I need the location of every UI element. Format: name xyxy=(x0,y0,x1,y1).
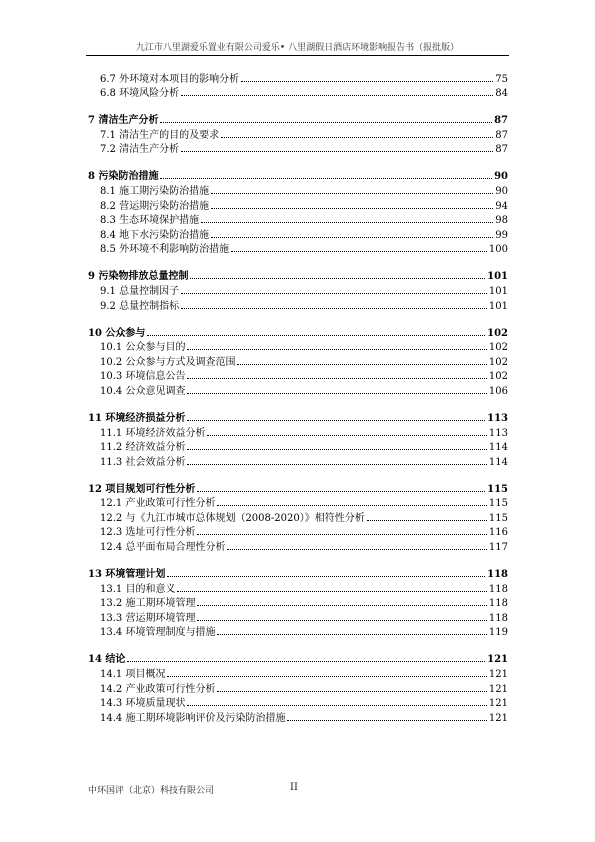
dot-leader xyxy=(197,534,486,535)
dot-leader xyxy=(201,222,493,223)
dot-leader xyxy=(211,193,493,194)
dot-leader xyxy=(211,208,493,209)
toc-section-entry[interactable] xyxy=(88,709,508,724)
dot-leader xyxy=(187,349,486,350)
dot-leader xyxy=(367,520,487,521)
toc-entry-title: 13.3 营运期环境管理 xyxy=(100,612,196,624)
toc-entry-title: 12.3 选址可行性分析 xyxy=(100,527,196,539)
toc-chapter-entry[interactable] xyxy=(88,262,508,282)
toc-entry-title: 6.8 环境风险分析 xyxy=(100,88,180,100)
toc-entry-title: 7 清洁生产分析 xyxy=(88,115,159,127)
toc-entry-page: 102 xyxy=(488,356,508,368)
dot-leader xyxy=(197,620,486,621)
toc-entry-page: 121 xyxy=(488,712,508,724)
dot-leader xyxy=(187,705,486,706)
toc-entry-title: 10.3 环境信息公告 xyxy=(100,371,186,383)
toc-chapter-entry[interactable] xyxy=(88,645,508,665)
toc-section-entry[interactable] xyxy=(88,141,508,156)
toc-entry-page: 118 xyxy=(488,598,508,610)
toc-entry-page: 121 xyxy=(488,669,508,681)
dot-leader xyxy=(187,464,486,465)
toc-section-entry[interactable] xyxy=(88,70,508,85)
toc-entry-title: 8.1 施工期污染防治措施 xyxy=(100,185,210,197)
header-divider xyxy=(86,55,509,56)
toc-entry-title: 7.2 清洁生产分析 xyxy=(100,144,180,156)
toc-chapter-entry[interactable] xyxy=(88,560,508,580)
toc-section-entry[interactable] xyxy=(88,212,508,227)
toc-entry-title: 13.4 环境管理制度与措施 xyxy=(100,627,216,639)
toc-section-entry[interactable] xyxy=(88,282,508,297)
toc-section-entry[interactable] xyxy=(88,85,508,100)
dot-leader xyxy=(197,491,485,492)
toc-section-entry[interactable] xyxy=(88,580,508,595)
toc-entry-title: 14.3 环境质量现状 xyxy=(100,698,186,710)
toc-entry-page: 115 xyxy=(487,483,508,495)
toc-entry-title: 14.4 施工期环境影响评价及污染防治措施 xyxy=(100,712,286,724)
dot-leader xyxy=(127,661,485,662)
toc-entry-title: 10.1 公众参与目的 xyxy=(100,342,186,354)
toc-section-entry[interactable] xyxy=(88,453,508,468)
toc-entry-page: 98 xyxy=(495,215,508,227)
toc-entry-page: 90 xyxy=(495,185,508,197)
toc-section-entry[interactable] xyxy=(88,297,508,312)
toc-entry-title: 13.1 目的和意义 xyxy=(100,583,176,595)
toc-section-entry[interactable] xyxy=(88,382,508,397)
toc-section-entry[interactable] xyxy=(88,182,508,197)
dot-leader xyxy=(181,293,487,294)
dot-leader xyxy=(207,435,486,436)
dot-leader xyxy=(177,591,486,592)
toc-section-entry[interactable] xyxy=(88,595,508,610)
toc-entry-title: 12.2 与《九江市城市总体规划（2008-2020）》相符性分析 xyxy=(100,512,365,524)
toc-section-entry[interactable] xyxy=(88,353,508,368)
toc-section-entry[interactable] xyxy=(88,439,508,454)
toc-entry-title: 11.2 经济效益分析 xyxy=(100,442,186,454)
toc-entry-page: 106 xyxy=(488,385,508,397)
dot-leader xyxy=(241,81,493,82)
toc-entry-page: 117 xyxy=(488,542,508,554)
toc-section-entry[interactable] xyxy=(88,624,508,639)
toc-entry-title: 8.2 营运期污染防治措施 xyxy=(100,200,210,212)
dot-leader xyxy=(181,95,493,96)
toc-entry-page: 102 xyxy=(488,371,508,383)
dot-leader xyxy=(287,720,486,721)
toc-section-entry[interactable] xyxy=(88,695,508,710)
toc-entry-title: 9.2 总量控制指标 xyxy=(100,300,180,312)
toc-section-entry[interactable] xyxy=(88,495,508,510)
toc-entry-page: 114 xyxy=(488,456,508,468)
toc-section-entry[interactable] xyxy=(88,680,508,695)
dot-leader xyxy=(217,505,486,506)
toc-entry-page: 102 xyxy=(488,342,508,354)
toc-chapter-entry[interactable] xyxy=(88,319,508,339)
toc-entry-page: 75 xyxy=(495,73,508,85)
toc-entry-page: 116 xyxy=(488,527,508,539)
toc-entry-title: 14 结论 xyxy=(88,654,126,666)
toc-entry-page: 101 xyxy=(487,271,508,283)
dot-leader xyxy=(190,278,485,279)
dot-leader xyxy=(187,420,485,421)
dot-leader xyxy=(237,364,486,365)
toc-entry-page: 118 xyxy=(488,612,508,624)
toc-section-entry[interactable] xyxy=(88,241,508,256)
toc-entry-page: 121 xyxy=(488,683,508,695)
toc-entry-title: 10 公众参与 xyxy=(88,327,146,339)
dot-leader xyxy=(167,676,486,677)
toc-entry-title: 7.1 清洁生产的目的及要求 xyxy=(100,129,220,141)
toc-section-entry[interactable] xyxy=(88,665,508,680)
toc-section-entry[interactable] xyxy=(88,368,508,383)
toc-entry-page: 114 xyxy=(488,442,508,454)
toc-section-entry[interactable] xyxy=(88,126,508,141)
toc-entry-title: 11 环境经济损益分析 xyxy=(88,412,186,424)
toc-entry-title: 8.4 地下水污染防治措施 xyxy=(100,229,210,241)
toc-entry-title: 8 污染防治措施 xyxy=(88,171,159,183)
dot-leader xyxy=(227,549,486,550)
dot-leader xyxy=(181,151,493,152)
toc-entry-title: 12 项目规划可行性分析 xyxy=(88,483,196,495)
toc-entry-page: 102 xyxy=(487,327,508,339)
toc-entry-page: 84 xyxy=(495,88,508,100)
dot-leader xyxy=(217,634,486,635)
toc-entry-title: 10.4 公众意见调查 xyxy=(100,385,186,397)
toc-entry-title: 6.7 外环境对本项目的影响分析 xyxy=(100,73,240,85)
toc-entry-page: 100 xyxy=(488,244,508,256)
toc-section-entry[interactable] xyxy=(88,424,508,439)
toc-entry-page: 115 xyxy=(488,512,508,524)
toc-chapter-entry[interactable] xyxy=(88,475,508,495)
toc-entry-page: 101 xyxy=(488,285,508,297)
toc-entry-page: 90 xyxy=(494,171,508,183)
toc-entry-page: 113 xyxy=(488,427,508,439)
toc-entry-page: 113 xyxy=(487,412,508,424)
dot-leader xyxy=(231,251,487,252)
toc-entry-page: 121 xyxy=(488,698,508,710)
toc-entry-page: 121 xyxy=(487,654,508,666)
toc-entry-title: 14.2 产业政策可行性分析 xyxy=(100,683,216,695)
dot-leader xyxy=(187,449,486,450)
dot-leader xyxy=(160,122,492,123)
toc-entry-page: 119 xyxy=(488,627,508,639)
toc-entry-title: 11.1 环境经济效益分析 xyxy=(100,427,206,439)
toc-section-entry[interactable] xyxy=(88,339,508,354)
toc-entry-page: 87 xyxy=(495,144,508,156)
dot-leader xyxy=(181,308,487,309)
toc-chapter-entry[interactable] xyxy=(88,106,508,126)
toc-entry-page: 118 xyxy=(487,569,508,581)
toc-entry-title: 13.2 施工期环境管理 xyxy=(100,598,196,610)
toc-entry-title: 11.3 社会效益分析 xyxy=(100,456,186,468)
running-header: 九江市八里湖爱乐置业有限公司爱乐• 八里湖假日酒店环境影响报告书（报批版） xyxy=(135,43,460,53)
footer-page-number: II xyxy=(290,782,298,793)
dot-leader xyxy=(160,178,492,179)
dot-leader xyxy=(167,576,485,577)
toc-chapter-entry[interactable] xyxy=(88,162,508,182)
toc-entry-page: 87 xyxy=(494,115,508,127)
toc-chapter-entry[interactable] xyxy=(88,404,508,424)
dot-leader xyxy=(217,691,486,692)
footer-company: 中环国评（北京）科技有限公司 xyxy=(88,786,215,796)
toc-entry-title: 14.1 项目概况 xyxy=(100,669,166,681)
toc-entry-page: 101 xyxy=(488,300,508,312)
dot-leader xyxy=(197,605,486,606)
toc-entry-title: 12.1 产业政策可行性分析 xyxy=(100,498,216,510)
toc-entry-page: 87 xyxy=(495,129,508,141)
toc-entry-title: 9 污染物排放总量控制 xyxy=(88,271,189,283)
toc-entry-title: 8.5 外环境不利影响防治措施 xyxy=(100,244,230,256)
toc-section-entry[interactable] xyxy=(88,226,508,241)
table-of-contents xyxy=(88,70,508,724)
toc-entry-page: 94 xyxy=(495,200,508,212)
toc-entry-title: 9.1 总量控制因子 xyxy=(100,285,180,297)
toc-section-entry[interactable] xyxy=(88,197,508,212)
toc-entry-page: 99 xyxy=(495,229,508,241)
dot-leader xyxy=(221,137,493,138)
dot-leader xyxy=(147,335,485,336)
toc-section-entry[interactable] xyxy=(88,538,508,553)
toc-section-entry[interactable] xyxy=(88,609,508,624)
toc-entry-title: 12.4 总平面布局合理性分析 xyxy=(100,542,226,554)
toc-entry-page: 118 xyxy=(488,583,508,595)
dot-leader xyxy=(187,393,486,394)
toc-section-entry[interactable] xyxy=(88,524,508,539)
toc-entry-title: 13 环境管理计划 xyxy=(88,569,166,581)
dot-leader xyxy=(211,237,493,238)
toc-section-entry[interactable] xyxy=(88,509,508,524)
toc-entry-title: 8.3 生态环境保护措施 xyxy=(100,215,200,227)
toc-entry-title: 10.2 公众参与方式及调查范围 xyxy=(100,356,236,368)
dot-leader xyxy=(187,378,486,379)
toc-entry-page: 115 xyxy=(488,498,508,510)
